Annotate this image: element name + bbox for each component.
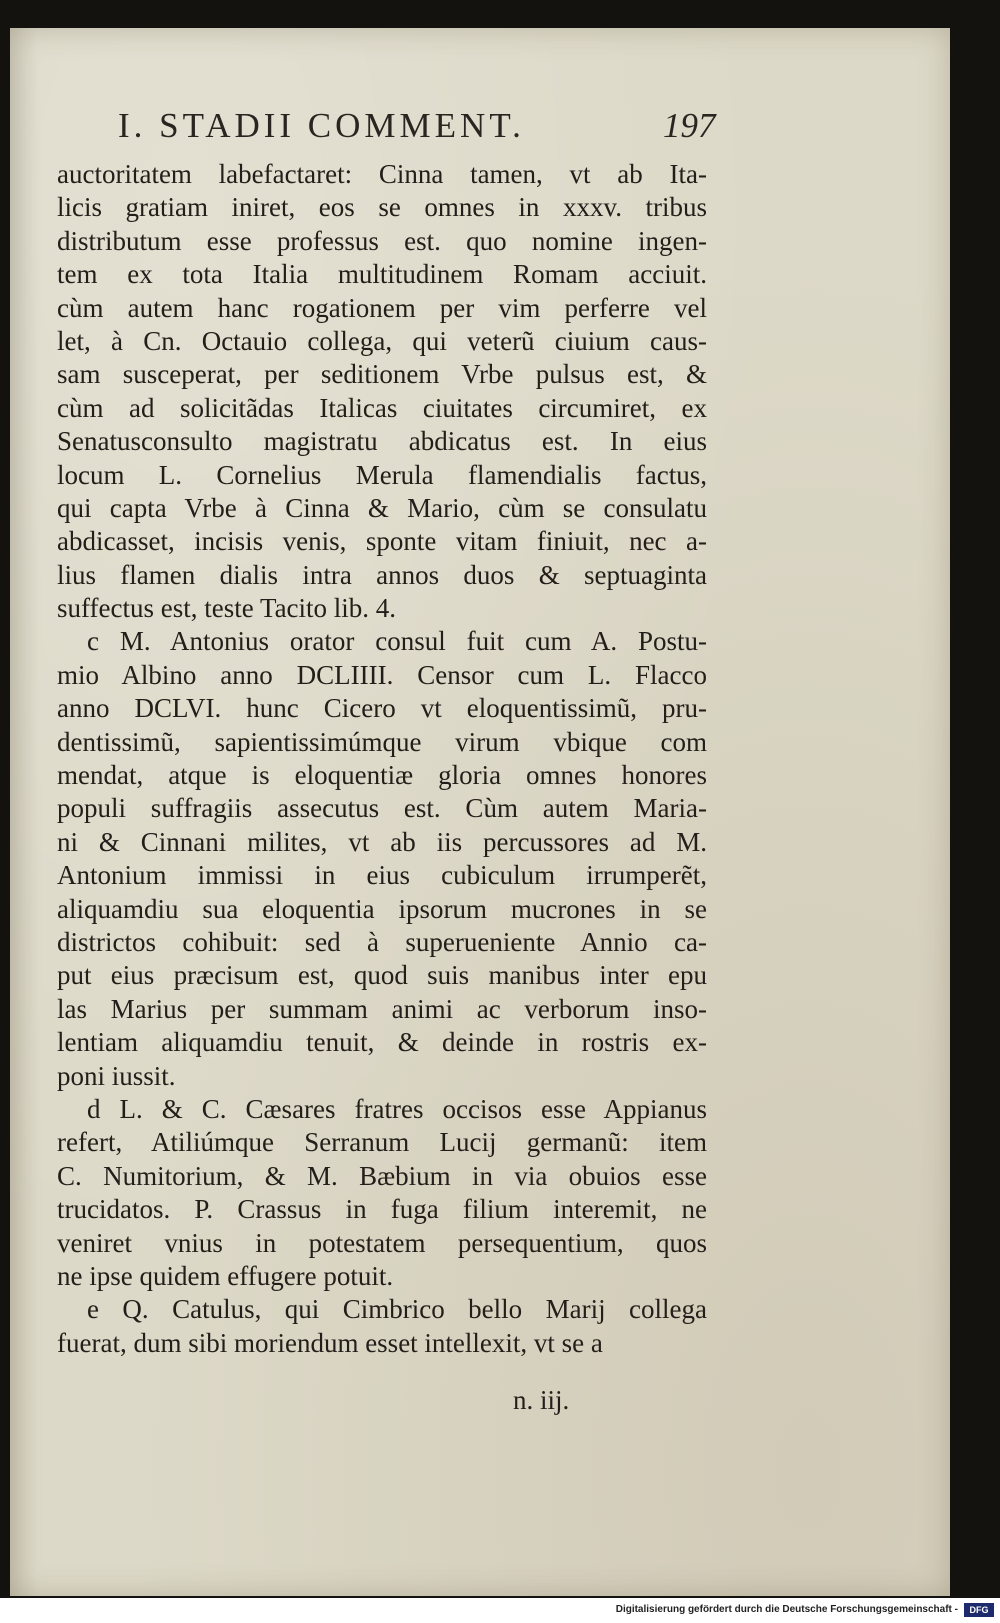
text-line: refert, Atiliúmque Serranum Lucij germanũ: item xyxy=(57,1127,707,1158)
dfg-logo: DFG xyxy=(964,1603,994,1617)
text-line: let, à Cn. Octauio collega, qui veterũ ciuium caus- xyxy=(57,325,707,356)
text-line: abdicasset, incisis venis, sponte vitam finiuit, nec a- xyxy=(57,526,707,557)
text-line: Senatusconsulto magistratu abdicatus est. In eius xyxy=(57,426,707,457)
text-line: poni iussit. xyxy=(57,1060,176,1091)
text-line: fuerat, dum sibi moriendum esset intellexit, vt se a xyxy=(57,1327,603,1358)
text-line: C. Numitorium, & M. Bæbium in via obuios esse xyxy=(57,1160,707,1191)
text-line: dentissimũ, sapientissimúmque virum vbique com xyxy=(57,726,707,757)
text-line: licis gratiam iniret, eos se omnes in xxxv. tribus xyxy=(57,192,707,223)
text-line: suffectus est, teste Tacito lib. 4. xyxy=(57,593,397,624)
text-line: Antonium immissi in eius cubiculum irrumperẽt, xyxy=(57,860,707,891)
text-line: trucidatos. P. Crassus in fuga filium interemit, ne xyxy=(57,1194,707,1225)
paragraph xyxy=(57,1093,707,1293)
text-line: districtos cohibuit: sed à superueniente Annio ca- xyxy=(57,926,707,957)
page-body-text xyxy=(57,158,707,1360)
text-line: sam susceperat, per seditionem Vrbe pulsus est, & xyxy=(57,359,707,390)
signature-mark: n. iij. xyxy=(513,1385,570,1415)
text-line: d L. & C. Cæsares fratres occisos esse Appianus xyxy=(87,1093,707,1124)
text-line: mio Albino anno DCLIIII. Censor cum L. Flacco xyxy=(57,659,707,690)
footer-credit: Digitalisierung gefördert durch die Deutsche Forschungsgemeinschaft - xyxy=(615,1604,958,1615)
text-line: tem ex tota Italia multitudinem Romam acciuit. xyxy=(57,259,707,290)
text-line: populi suffragiis assecutus est. Cùm autem Maria- xyxy=(57,793,707,824)
text-line: aliquamdiu sua eloquentia ipsorum mucrones in se xyxy=(57,893,707,924)
page-header xyxy=(118,106,718,156)
running-head: I. STADII COMMENT. xyxy=(118,106,525,145)
text-line: put eius præcisum est, quod suis manibus inter epu xyxy=(57,960,707,991)
page-number: 197 xyxy=(663,106,716,145)
text-line: anno DCLVI. hunc Cicero vt eloquentissimũ, pru- xyxy=(57,693,707,724)
text-line: locum L. Cornelius Merula flamendialis factus, xyxy=(57,459,707,490)
text-line: ni & Cinnani milites, vt ab iis percussores ad M. xyxy=(57,826,707,857)
text-line: distributum esse professus est. quo nomine ingen- xyxy=(57,225,707,256)
text-line: lentiam aliquamdiu tenuit, & deinde in rostris ex- xyxy=(57,1027,707,1058)
paragraph xyxy=(57,1293,707,1360)
paragraph xyxy=(57,158,707,625)
text-line: auctoritatem labefactaret: Cinna tamen, vt ab Ita- xyxy=(57,159,707,189)
text-line: cùm ad solicitãdas Italicas ciuitates circumiret, ex xyxy=(57,392,707,423)
book-page xyxy=(10,28,950,1596)
footer-bar xyxy=(0,1598,1000,1623)
text-line: cùm autem hanc rogationem per vim perferre vel xyxy=(57,292,707,323)
text-line: ne ipse quidem effugere potuit. xyxy=(57,1260,394,1291)
text-line: c M. Antonius orator consul fuit cum A. Postu- xyxy=(87,626,707,657)
text-line: lius flamen dialis intra annos duos & septuaginta xyxy=(57,559,707,590)
text-line: e Q. Catulus, qui Cimbrico bello Marij collega xyxy=(87,1294,707,1325)
text-line: las Marius per summam animi ac verborum inso- xyxy=(57,993,707,1024)
paragraph xyxy=(57,625,707,1092)
text-line: mendat, atque is eloquentiæ gloria omnes honores xyxy=(57,760,707,791)
text-line: veniret vnius in potestatem persequentium, quos xyxy=(57,1227,707,1258)
text-line: qui capta Vrbe à Cinna & Mario, cùm se consulatu xyxy=(57,492,707,523)
